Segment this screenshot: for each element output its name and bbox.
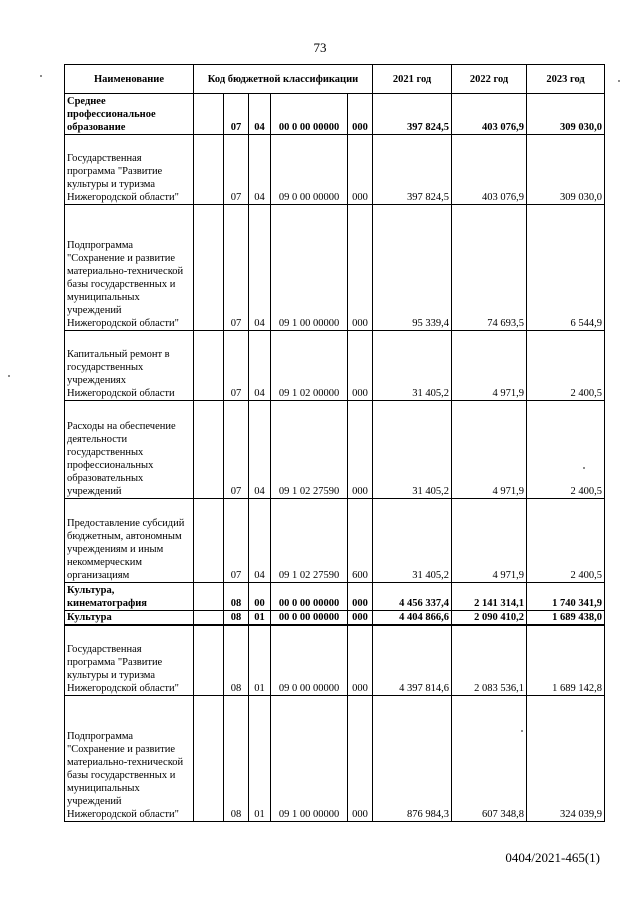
row-pr: 04 bbox=[249, 401, 271, 499]
row-rz: 07 bbox=[224, 331, 249, 401]
row-2021: 95 339,4 bbox=[373, 205, 452, 331]
row-pr: 04 bbox=[249, 135, 271, 205]
row-name: Государственная программа "Развитие культуры и туризма Нижегородской области" bbox=[65, 135, 194, 205]
row-2023: 1 740 341,9 bbox=[527, 583, 605, 611]
row-2022: 4 971,9 bbox=[452, 499, 527, 583]
row-2021: 31 405,2 bbox=[373, 401, 452, 499]
header-2022: 2022 год bbox=[452, 65, 527, 94]
row-pr: 04 bbox=[249, 205, 271, 331]
row-vr: 000 bbox=[348, 331, 373, 401]
row-2021: 876 984,3 bbox=[373, 695, 452, 821]
row-csr: 00 0 00 00000 bbox=[271, 583, 348, 611]
row-empty-cell bbox=[194, 401, 224, 499]
scan-speck bbox=[8, 375, 10, 377]
row-empty-cell bbox=[194, 499, 224, 583]
row-pr: 01 bbox=[249, 611, 271, 626]
row-empty-cell bbox=[194, 135, 224, 205]
row-pr: 04 bbox=[249, 331, 271, 401]
row-pr: 01 bbox=[249, 695, 271, 821]
row-pr: 01 bbox=[249, 625, 271, 695]
header-2021: 2021 год bbox=[373, 65, 452, 94]
row-2022: 2 090 410,2 bbox=[452, 611, 527, 626]
row-rz: 08 bbox=[224, 611, 249, 626]
row-vr: 000 bbox=[348, 94, 373, 135]
scan-speck bbox=[40, 75, 42, 77]
row-2022: 74 693,5 bbox=[452, 205, 527, 331]
scan-speck bbox=[618, 80, 620, 82]
row-vr: 000 bbox=[348, 625, 373, 695]
row-2023: 2 400,5 bbox=[527, 499, 605, 583]
row-2022: 403 076,9 bbox=[452, 94, 527, 135]
table-row bbox=[65, 583, 605, 611]
row-name: Предоставление субсидий бюджетным, автономным учреждениям и иным некоммерческим организациям bbox=[65, 499, 194, 583]
row-rz: 08 bbox=[224, 583, 249, 611]
page-number: 73 bbox=[313, 40, 327, 55]
row-name: Культура, кинематография bbox=[65, 583, 194, 611]
row-rz: 07 bbox=[224, 401, 249, 499]
row-2023: 1 689 142,8 bbox=[527, 625, 605, 695]
document-code: 0404/2021-465(1) bbox=[505, 850, 600, 865]
row-name: Государственная программа "Развитие культуры и туризма Нижегородской области" bbox=[65, 625, 194, 695]
row-vr: 000 bbox=[348, 611, 373, 626]
header-name: Наименование bbox=[65, 65, 194, 94]
row-2022: 4 971,9 bbox=[452, 331, 527, 401]
row-2022: 607 348,8 bbox=[452, 695, 527, 821]
scan-speck bbox=[583, 467, 585, 469]
row-2022: 4 971,9 bbox=[452, 401, 527, 499]
row-empty-cell bbox=[194, 625, 224, 695]
row-2023: 309 030,0 bbox=[527, 135, 605, 205]
row-csr: 09 1 00 00000 bbox=[271, 695, 348, 821]
row-csr: 09 1 02 27590 bbox=[271, 401, 348, 499]
row-csr: 09 0 00 00000 bbox=[271, 135, 348, 205]
header-code: Код бюджетной классификации bbox=[194, 65, 373, 94]
row-name: Подпрограмма "Сохранение и развитие материально-технической базы государственных и муниципальных учреждений Нижегородской области" bbox=[65, 695, 194, 821]
row-empty-cell bbox=[194, 583, 224, 611]
row-2023: 6 544,9 bbox=[527, 205, 605, 331]
row-rz: 07 bbox=[224, 135, 249, 205]
row-name: Капитальный ремонт в государственных учреждениях Нижегородской области bbox=[65, 331, 194, 401]
row-2021: 31 405,2 bbox=[373, 499, 452, 583]
row-csr: 00 0 00 00000 bbox=[271, 94, 348, 135]
table-row bbox=[65, 499, 605, 583]
row-vr: 600 bbox=[348, 499, 373, 583]
row-pr: 00 bbox=[249, 583, 271, 611]
table-row bbox=[65, 625, 605, 695]
row-rz: 08 bbox=[224, 625, 249, 695]
table-header-row bbox=[65, 65, 605, 94]
row-csr: 00 0 00 00000 bbox=[271, 611, 348, 626]
row-empty-cell bbox=[194, 611, 224, 626]
table-row bbox=[65, 94, 605, 135]
row-2022: 2 083 536,1 bbox=[452, 625, 527, 695]
row-vr: 000 bbox=[348, 401, 373, 499]
budget-table bbox=[64, 64, 605, 822]
row-csr: 09 1 02 00000 bbox=[271, 331, 348, 401]
row-2023: 2 400,5 bbox=[527, 331, 605, 401]
row-rz: 07 bbox=[224, 94, 249, 135]
row-name: Расходы на обеспечение деятельности государственных профессиональных образовательных учреждений bbox=[65, 401, 194, 499]
row-name: Подпрограмма "Сохранение и развитие материально-технической базы государственных и муниципальных учреждений Нижегородской области" bbox=[65, 205, 194, 331]
row-2021: 397 824,5 bbox=[373, 135, 452, 205]
scan-speck bbox=[521, 730, 523, 732]
row-rz: 07 bbox=[224, 205, 249, 331]
row-2023: 324 039,9 bbox=[527, 695, 605, 821]
row-2021: 31 405,2 bbox=[373, 331, 452, 401]
row-rz: 08 bbox=[224, 695, 249, 821]
table-row bbox=[65, 135, 605, 205]
row-empty-cell bbox=[194, 695, 224, 821]
row-csr: 09 1 00 00000 bbox=[271, 205, 348, 331]
row-2022: 403 076,9 bbox=[452, 135, 527, 205]
table-row bbox=[65, 401, 605, 499]
row-name: Среднее профессиональное образование bbox=[65, 94, 194, 135]
table-row bbox=[65, 205, 605, 331]
row-2021: 4 404 866,6 bbox=[373, 611, 452, 626]
row-pr: 04 bbox=[249, 499, 271, 583]
row-empty-cell bbox=[194, 205, 224, 331]
row-2022: 2 141 314,1 bbox=[452, 583, 527, 611]
row-empty-cell bbox=[194, 94, 224, 135]
row-vr: 000 bbox=[348, 205, 373, 331]
row-rz: 07 bbox=[224, 499, 249, 583]
row-2023: 1 689 438,0 bbox=[527, 611, 605, 626]
row-2023: 2 400,5 bbox=[527, 401, 605, 499]
table-row bbox=[65, 611, 605, 626]
row-2021: 4 456 337,4 bbox=[373, 583, 452, 611]
row-vr: 000 bbox=[348, 695, 373, 821]
row-vr: 000 bbox=[348, 583, 373, 611]
row-pr: 04 bbox=[249, 94, 271, 135]
row-vr: 000 bbox=[348, 135, 373, 205]
row-csr: 09 1 02 27590 bbox=[271, 499, 348, 583]
header-2023: 2023 год bbox=[527, 65, 605, 94]
table-row bbox=[65, 331, 605, 401]
row-2021: 4 397 814,6 bbox=[373, 625, 452, 695]
row-2021: 397 824,5 bbox=[373, 94, 452, 135]
row-csr: 09 0 00 00000 bbox=[271, 625, 348, 695]
table-row bbox=[65, 695, 605, 821]
row-name: Культура bbox=[65, 611, 194, 626]
row-2023: 309 030,0 bbox=[527, 94, 605, 135]
row-empty-cell bbox=[194, 331, 224, 401]
